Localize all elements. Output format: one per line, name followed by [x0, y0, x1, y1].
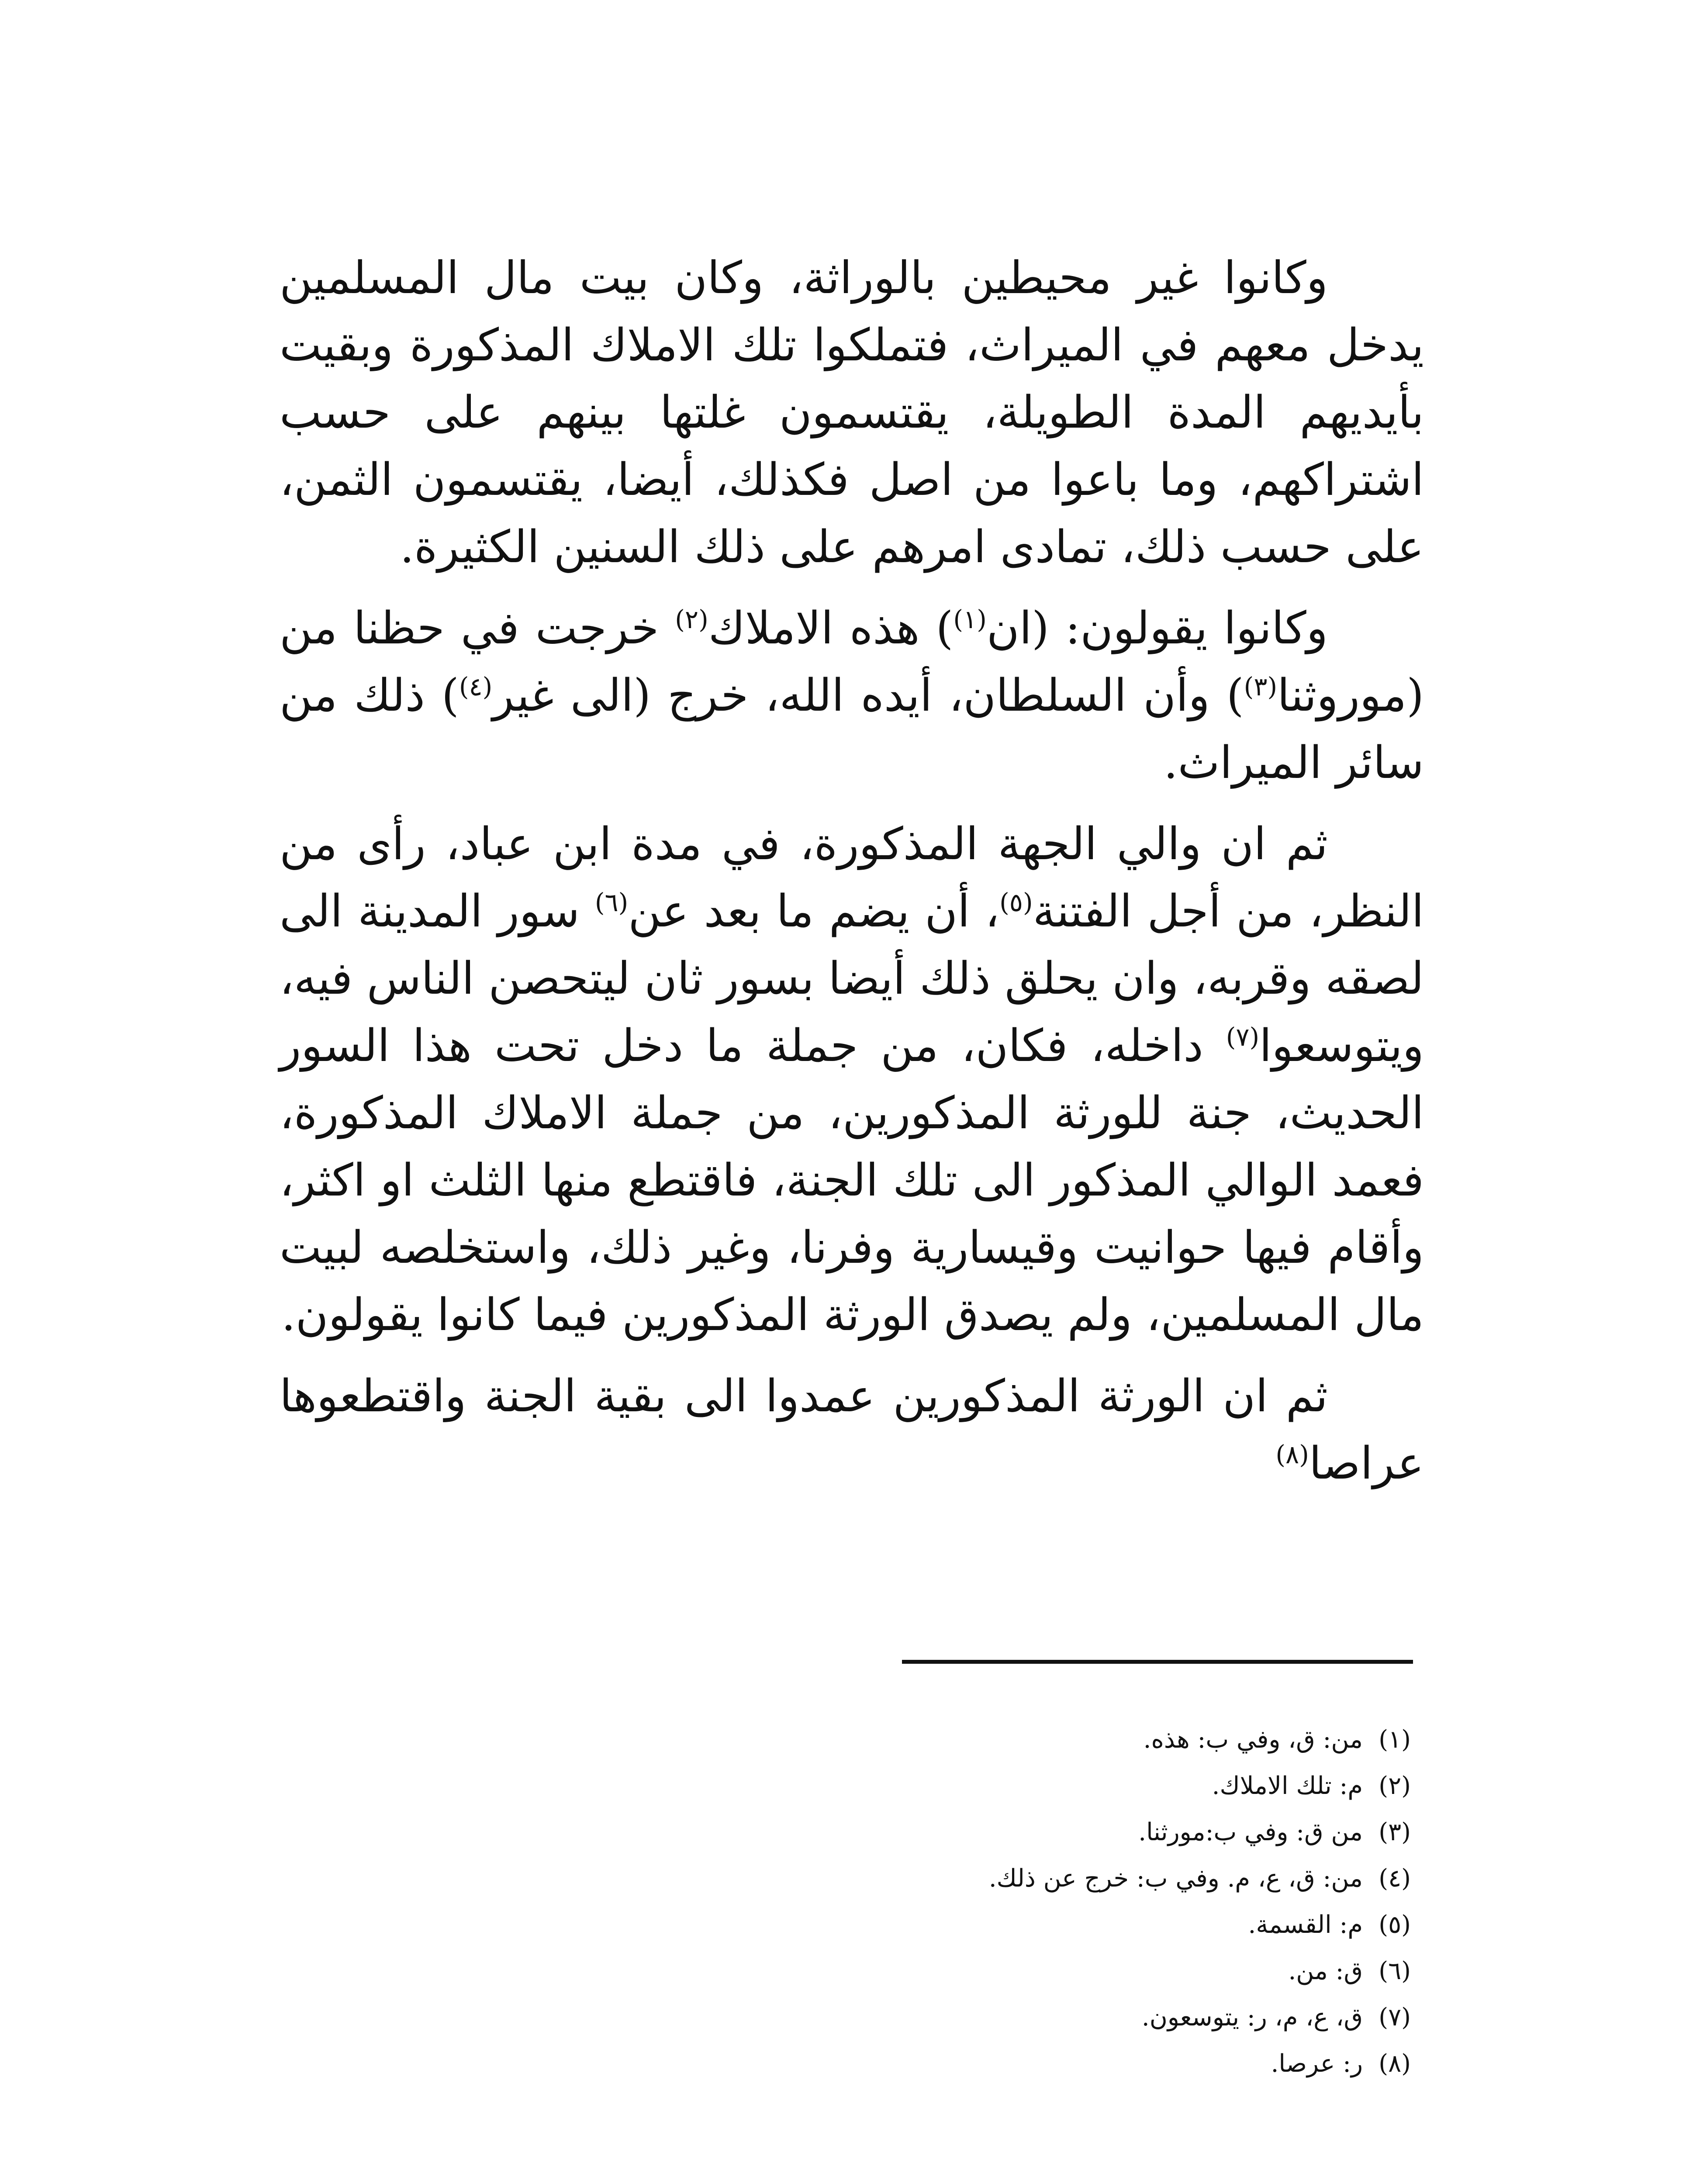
- footnote: [568, 1809, 1411, 1856]
- text-run: ، أن يضم ما بعد عن: [628, 885, 1000, 937]
- footnote-number: (٦): [1379, 1957, 1411, 1985]
- footnote-number: (٤): [1379, 1864, 1411, 1893]
- footnote: [568, 1763, 1411, 1809]
- footnote-number: (٣): [1379, 1818, 1411, 1846]
- footnote: [568, 1902, 1411, 1948]
- footnote: [568, 1717, 1411, 1763]
- footnote-number: (٧): [1379, 2003, 1411, 2032]
- footnotes: [568, 1717, 1411, 2087]
- footnote-number: (٥): [1379, 1911, 1411, 1939]
- footnote-number: (٨): [1379, 2049, 1411, 2078]
- footnote-marker: (٨): [1275, 1440, 1309, 1469]
- paragraph: [280, 1363, 1424, 1497]
- paragraph: [280, 245, 1424, 581]
- footnote-text: م: تلك الاملاك.: [1212, 1772, 1363, 1800]
- text-run: ) ذلك من سائر الميراث.: [280, 670, 1424, 789]
- text-run: ) هذه الاملاك: [708, 602, 954, 654]
- footnote-marker: (١): [953, 605, 987, 634]
- footnote-text: ق، ع، م، ر: يتوسعون.: [1141, 2003, 1363, 2032]
- text-run: ) وأن السلطان، أيده الله، خرج (الى غير: [492, 670, 1244, 722]
- footnote-marker: (٣): [1244, 672, 1278, 702]
- footnote-number: (٢): [1379, 1772, 1411, 1800]
- text-run: وكانوا غير محيطين بالوراثة، وكان بيت مال المسلمين يدخل معهم في الميراث، فتملكوا تلك الاملاك المذكورة وبقيت بأيديهم المدة الطويلة، يقتسمون غلتها بينهم على حسب اشتراكهم، وما باعوا من اصل فكذلك، أيضا، يقتسمون الثمن، على حسب ذلك، تمادى امرهم على ذلك السنين الكثيرة.: [280, 252, 1424, 573]
- footnote-marker: (٢): [675, 605, 708, 634]
- text-run: داخله، فكان، من جملة ما دخل تحت هذا السور الحديث، جنة للورثة المذكورين، من جملة الاملاك المذكورة، فعمد الوالي المذكور الى تلك الجنة، فاقتطع منها الثلث او اكثر، وأقام فيها حوانيت وقيسارية وفرنا، وغير ذلك، واستخلصه لبيت مال المسلمين، ولم يصدق الورثة المذكورين فيما كانوا يقولون.: [280, 1020, 1424, 1341]
- footnote-marker: (٤): [459, 672, 493, 702]
- paragraph: [280, 595, 1424, 797]
- text-run: ثم ان الورثة المذكورين عمدوا الى بقية الجنة واقتطعوها عراصا: [280, 1370, 1424, 1489]
- text-run: ثم ان والي الجهة المذكورة، في مدة ابن عباد، رأى من النظر، من أجل الفتنة: [280, 818, 1424, 937]
- footnote-marker: (٧): [1226, 1022, 1260, 1052]
- footnote-text: من ق: وفي ب:مورثنا.: [1138, 1818, 1363, 1846]
- footnote-number: (١): [1379, 1725, 1411, 1754]
- footnote: [568, 1994, 1411, 2041]
- footnote-text: من: ق، وفي ب: هذه.: [1143, 1725, 1363, 1754]
- footnote-text: ر: عرصا.: [1271, 2049, 1363, 2078]
- footnote: [568, 1948, 1411, 1994]
- footnote-text: من: ق، ع، م. وفي ب: خرج عن ذلك.: [988, 1864, 1363, 1893]
- footnote-text: م: القسمة.: [1248, 1911, 1363, 1939]
- main-text: [280, 245, 1424, 1511]
- paragraph: [280, 811, 1424, 1349]
- footnote: [568, 1856, 1411, 1902]
- text-run: خرجت في حظنا من (موروثنا: [280, 602, 1424, 722]
- footnote-marker: (٥): [999, 888, 1033, 917]
- footnote-separator: [902, 1660, 1413, 1664]
- footnote-text: ق: من.: [1288, 1957, 1363, 1985]
- footnote-marker: (٦): [594, 888, 629, 917]
- footnote: [568, 2041, 1411, 2087]
- text-run: وكانوا يقولون: (ان: [986, 602, 1328, 654]
- text-run: سور المدينة الى لصقه وقربه، وان يحلق ذلك أيضا بسور ثان ليتحصن الناس فيه، ويتوسعوا: [280, 885, 1424, 1072]
